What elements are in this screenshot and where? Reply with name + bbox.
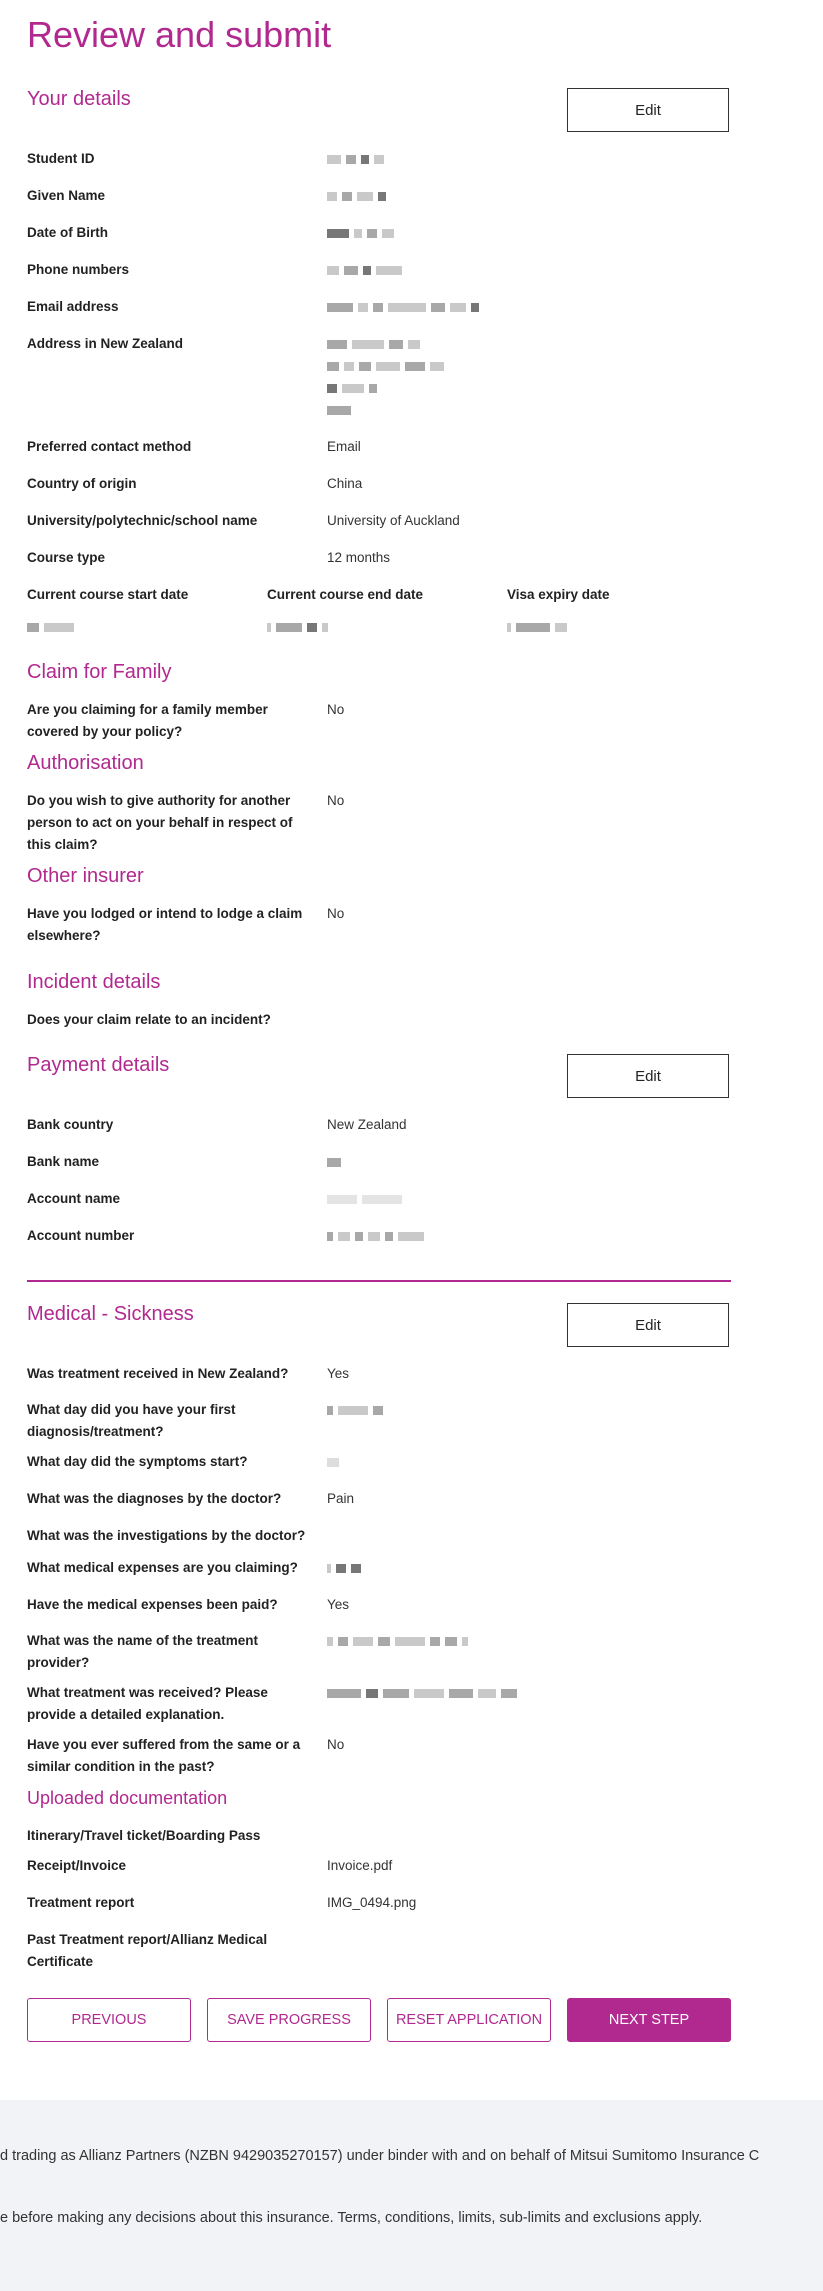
- first-diagnosis-question: What day did you have your first diagnosis/treatment?: [27, 1402, 236, 1439]
- visa-expiry-redacted: [507, 616, 572, 638]
- report-label: Treatment report: [27, 1895, 135, 1910]
- expenses-question: What medical expenses are you claiming?: [27, 1560, 298, 1575]
- symptoms-question: What day did the symptoms start?: [27, 1454, 248, 1469]
- previous-button[interactable]: PREVIOUS: [27, 1998, 191, 2042]
- dob-label: Date of Birth: [27, 225, 108, 240]
- your-details-title: Your details: [27, 88, 131, 110]
- authorisation-answer: No: [327, 793, 345, 808]
- section-divider: [27, 1280, 731, 1282]
- end-date-redacted: [267, 616, 333, 638]
- bank-name-label: Bank name: [27, 1154, 100, 1169]
- university-label: University/polytechnic/school name: [27, 513, 258, 528]
- your-details-edit-button[interactable]: Edit: [567, 88, 729, 132]
- other-insurer-answer: No: [327, 906, 345, 921]
- paid-question: Have the medical expenses been paid?: [27, 1597, 278, 1612]
- bank-country-value: New Zealand: [327, 1117, 407, 1132]
- medical-title: Medical - Sickness: [27, 1303, 194, 1325]
- address-label: Address in New Zealand: [27, 336, 184, 351]
- other-insurer-title: Other insurer: [27, 865, 144, 887]
- visa-expiry-label: Visa expiry date: [507, 587, 610, 602]
- footer-disclaimer-line-2: e before making any decisions about this insurance. Terms, conditions, limits, sub-limits and exclusions apply.: [0, 2210, 703, 2226]
- start-date-redacted: [27, 616, 79, 638]
- receipt-file-link[interactable]: Invoice.pdf: [327, 1858, 393, 1873]
- page-title: Review and submit: [27, 14, 332, 55]
- first-diagnosis-redacted: [327, 1399, 388, 1421]
- itinerary-label: Itinerary/Travel ticket/Boarding Pass: [27, 1828, 261, 1843]
- symptoms-redacted: [327, 1451, 344, 1473]
- past-report-label: Past Treatment report/Allianz Medical Certificate: [27, 1932, 268, 1969]
- payment-edit-button[interactable]: Edit: [567, 1054, 729, 1098]
- uploads-title: Uploaded documentation: [27, 1788, 228, 1808]
- start-date-label: Current course start date: [27, 587, 189, 602]
- account-name-label: Account name: [27, 1191, 121, 1206]
- country-value: China: [327, 476, 363, 491]
- reset-application-button[interactable]: RESET APPLICATION: [387, 1998, 551, 2042]
- account-number-redacted: [327, 1225, 429, 1247]
- suffered-question: Have you ever suffered from the same or a similar condition in the past?: [27, 1737, 301, 1774]
- next-step-button[interactable]: NEXT STEP: [567, 1998, 731, 2042]
- other-insurer-question: Have you lodged or intend to lodge a claim elsewhere?: [27, 906, 303, 943]
- account-name-redacted: [327, 1188, 407, 1210]
- investigations-question: What was the investigations by the doctor?: [27, 1528, 306, 1543]
- address-redacted: [327, 333, 449, 421]
- footer-disclaimer-line-1: d trading as Allianz Partners (NZBN 9429035270157) under binder with and on behalf of Mitsui Sumitomo Insurance C: [0, 2148, 760, 2164]
- save-progress-button[interactable]: SAVE PROGRESS: [207, 1998, 371, 2042]
- email-redacted: [327, 296, 484, 318]
- incident-title: Incident details: [27, 971, 161, 993]
- paid-answer: Yes: [327, 1597, 350, 1612]
- claim-family-answer: No: [327, 702, 345, 717]
- report-file-link[interactable]: IMG_0494.png: [327, 1895, 417, 1910]
- treatment-question: What treatment was received? Please provide a detailed explanation.: [27, 1685, 268, 1722]
- diagnoses-question: What was the diagnoses by the doctor?: [27, 1491, 282, 1506]
- country-label: Country of origin: [27, 476, 137, 491]
- contact-method-value: Email: [327, 439, 361, 454]
- account-number-label: Account number: [27, 1228, 135, 1243]
- provider-redacted: [327, 1630, 473, 1652]
- bank-country-label: Bank country: [27, 1117, 114, 1132]
- student-id-label: Student ID: [27, 151, 95, 166]
- suffered-answer: No: [327, 1737, 345, 1752]
- treatment-redacted: [327, 1682, 522, 1704]
- medical-edit-button[interactable]: Edit: [567, 1303, 729, 1347]
- claim-family-title: Claim for Family: [27, 661, 172, 683]
- claim-family-question: Are you claiming for a family member covered by your policy?: [27, 702, 268, 739]
- given-name-label: Given Name: [27, 188, 106, 203]
- receipt-label: Receipt/Invoice: [27, 1858, 127, 1873]
- bank-name-redacted: [327, 1151, 346, 1173]
- course-type-label: Course type: [27, 550, 106, 565]
- footer: [0, 2100, 823, 2291]
- diagnoses-answer: Pain: [327, 1491, 355, 1506]
- incident-question: Does your claim relate to an incident?: [27, 1012, 271, 1027]
- contact-method-label: Preferred contact method: [27, 439, 192, 454]
- payment-title: Payment details: [27, 1054, 170, 1076]
- course-type-value: 12 months: [327, 550, 391, 565]
- phone-label: Phone numbers: [27, 262, 130, 277]
- given-name-redacted: [327, 185, 391, 207]
- expenses-redacted: [327, 1557, 366, 1579]
- authorisation-question: Do you wish to give authority for another person to act on your behalf in respect of this claim?: [27, 793, 293, 852]
- authorisation-title: Authorisation: [27, 752, 144, 774]
- medical-nz-question: Was treatment received in New Zealand?: [27, 1366, 289, 1381]
- university-value: University of Auckland: [327, 513, 460, 528]
- end-date-label: Current course end date: [267, 587, 424, 602]
- phone-redacted: [327, 259, 407, 281]
- medical-nz-answer: Yes: [327, 1366, 350, 1381]
- dob-redacted: [327, 222, 399, 244]
- student-id-redacted: [327, 148, 389, 170]
- email-label: Email address: [27, 299, 119, 314]
- provider-question: What was the name of the treatment provider?: [27, 1633, 259, 1670]
